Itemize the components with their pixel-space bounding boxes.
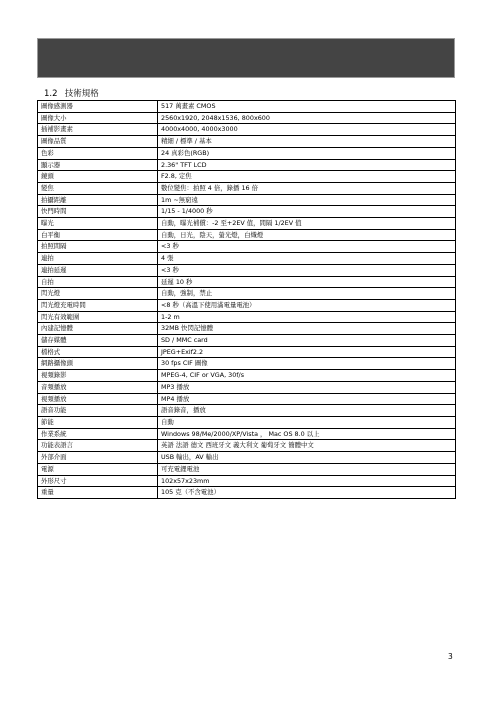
spec-value: 1-2 m	[158, 311, 456, 323]
spec-value: 30 fps CIF 圖像	[158, 358, 456, 370]
spec-label: 連拍	[38, 253, 158, 265]
spec-label: 檔格式	[38, 346, 158, 358]
spec-value: MP3 播放	[158, 381, 456, 393]
spec-label: 曝光	[38, 218, 158, 230]
table-row	[38, 428, 456, 440]
spec-value: 2.36" TFT LCD	[158, 159, 456, 171]
table-row	[38, 159, 456, 171]
spec-value: 4 張	[158, 253, 456, 265]
table-row	[38, 276, 456, 288]
spec-label: 插補影畫素	[38, 124, 158, 136]
section-title: 技術規格	[64, 89, 99, 99]
spec-value: 英語 法語 德文 西班牙文 義大利文 葡萄牙文 簡體中文	[158, 440, 456, 452]
spec-label: 圖像感測器	[38, 101, 158, 113]
spec-value: 可充電鋰電池	[158, 463, 456, 475]
spec-label: 語音功能	[38, 405, 158, 417]
spec-value: 2560x1920, 2048x1536, 800x600	[158, 112, 456, 124]
spec-label: 節能	[38, 416, 158, 428]
spec-label: 功能表語言	[38, 440, 158, 452]
header-bar	[37, 38, 455, 78]
table-row	[38, 440, 456, 452]
spec-label: 變焦	[38, 182, 158, 194]
spec-value: 自動，曝光補償：-2 至+2EV 值，間隔 1/2EV 值	[158, 218, 456, 230]
spec-label: 重量	[38, 487, 158, 499]
spec-label: 閃光燈充電時間	[38, 299, 158, 311]
table-row	[38, 229, 456, 241]
spec-value: <8 秒（高溫下使用滿電量電池）	[158, 299, 456, 311]
spec-value: 4000x4000, 4000x3000	[158, 124, 456, 136]
spec-label: 閃光燈	[38, 288, 158, 300]
table-row	[38, 136, 456, 148]
spec-label: 外部介面	[38, 452, 158, 464]
spec-value: USB 輸出，AV 輸出	[158, 452, 456, 464]
spec-value: 32MB 快閃記憶體	[158, 323, 456, 335]
spec-label: 色彩	[38, 147, 158, 159]
table-row	[38, 218, 456, 230]
table-row	[38, 182, 456, 194]
table-row	[38, 393, 456, 405]
table-row	[38, 264, 456, 276]
spec-value: MP4 播放	[158, 393, 456, 405]
table-row	[38, 475, 456, 487]
spec-value: 1/15 - 1/4000 秒	[158, 206, 456, 218]
spec-value: 自動	[158, 416, 456, 428]
spec-value: 自動，日光，陰天，螢光燈，白熾燈	[158, 229, 456, 241]
spec-label: 圖像品質	[38, 136, 158, 148]
table-row	[38, 112, 456, 124]
spec-value: <3 秒	[158, 264, 456, 276]
spec-label: 拍照間隔	[38, 241, 158, 253]
table-row	[38, 241, 456, 253]
spec-value: Windows 98/Me/2000/XP/Vista ， Mac OS 8.0 以上	[158, 428, 456, 440]
table-row	[38, 194, 456, 206]
table-row	[38, 147, 456, 159]
table-row	[38, 253, 456, 265]
table-row	[38, 405, 456, 417]
table-row	[38, 370, 456, 382]
spec-value: 24 真彩色(RGB)	[158, 147, 456, 159]
spec-value: 102x57x23mm	[158, 475, 456, 487]
spec-label: 視頻播放	[38, 393, 158, 405]
table-row	[38, 335, 456, 347]
spec-label: 圖像大小	[38, 112, 158, 124]
table-row	[38, 299, 456, 311]
spec-value: 1m ~無窮遠	[158, 194, 456, 206]
spec-label: 拍攝距離	[38, 194, 158, 206]
spec-label: 音頻播放	[38, 381, 158, 393]
table-row	[38, 358, 456, 370]
spec-value: JPEG+Exif2.2	[158, 346, 456, 358]
table-row	[38, 323, 456, 335]
spec-value: 105 克（不含電池）	[158, 487, 456, 499]
table-row	[38, 346, 456, 358]
spec-label: 自拍	[38, 276, 158, 288]
table-row	[38, 206, 456, 218]
spec-value: 數位變焦：拍照 4 倍，錄播 16 倍	[158, 182, 456, 194]
spec-label: 電源	[38, 463, 158, 475]
spec-value: 語音錄音，播放	[158, 405, 456, 417]
spec-value: 517 萬畫素 CMOS	[158, 101, 456, 113]
table-row	[38, 288, 456, 300]
spec-label: 白平衡	[38, 229, 158, 241]
table-row	[38, 463, 456, 475]
table-row	[38, 452, 456, 464]
spec-value: SD / MMC card	[158, 335, 456, 347]
spec-value: 自動，強制，禁止	[158, 288, 456, 300]
spec-label: 網路攝像頭	[38, 358, 158, 370]
table-row	[38, 487, 456, 499]
spec-label: 連拍延遲	[38, 264, 158, 276]
table-row	[38, 416, 456, 428]
spec-label: 鏡頭	[38, 171, 158, 183]
table-row	[38, 124, 456, 136]
spec-value: F2.8, 定焦	[158, 171, 456, 183]
spec-label: 作業系統	[38, 428, 158, 440]
section-heading	[44, 87, 99, 99]
spec-label: 閃光有效範圍	[38, 311, 158, 323]
table-row	[38, 311, 456, 323]
page-number: 3	[448, 652, 453, 661]
table-row	[38, 171, 456, 183]
spec-value: MPEG-4, CIF or VGA, 30f/s	[158, 370, 456, 382]
spec-label: 外形尺寸	[38, 475, 158, 487]
spec-table	[37, 100, 456, 499]
spec-label: 顯示器	[38, 159, 158, 171]
section-number: 1.2	[44, 89, 58, 99]
spec-value: 延遲 10 秒	[158, 276, 456, 288]
spec-value: 精細 / 標準 / 基本	[158, 136, 456, 148]
spec-value: <3 秒	[158, 241, 456, 253]
table-row	[38, 101, 456, 113]
spec-label: 視頻錄影	[38, 370, 158, 382]
spec-label: 內建記憶體	[38, 323, 158, 335]
spec-label: 快門時間	[38, 206, 158, 218]
spec-label: 儲存媒體	[38, 335, 158, 347]
table-row	[38, 381, 456, 393]
